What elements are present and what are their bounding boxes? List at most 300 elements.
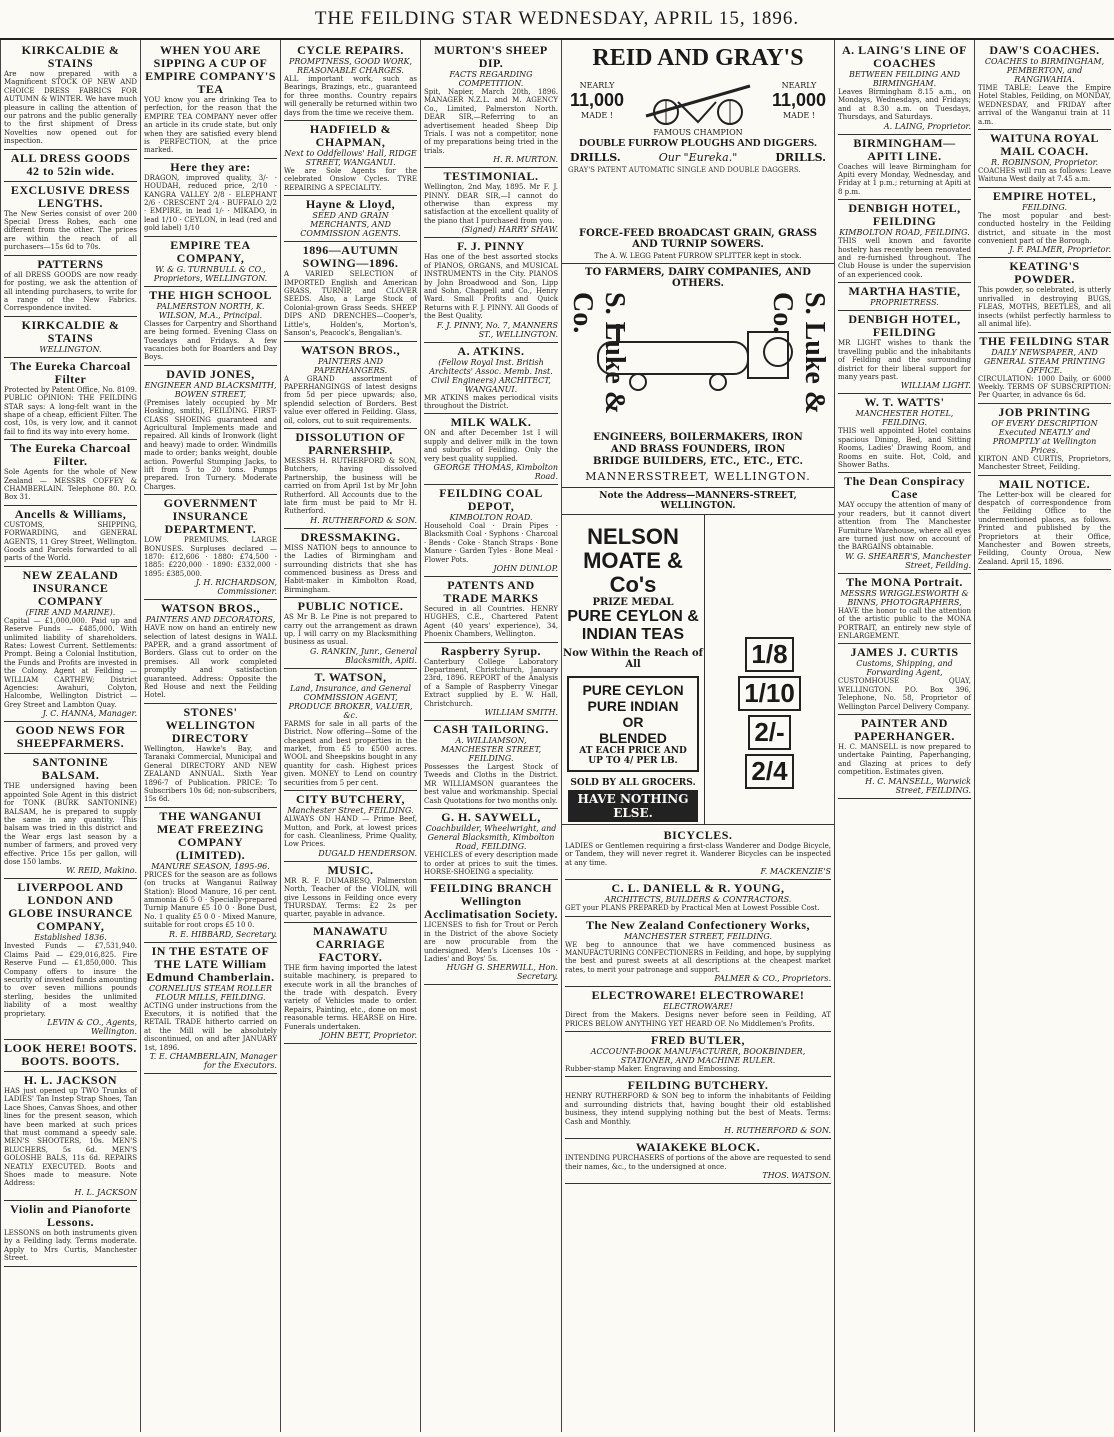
- advert-subheading: BETWEEN FEILDING AND BIRMINGHAM.: [848, 70, 961, 88]
- advert: [4, 879, 137, 1040]
- luke-block: [562, 292, 834, 432]
- advert-body: HAVE the honor to call the attention of the artistic public to the MONA PORTRAIT, an entirely new style of ENLARGEMENT.: [838, 606, 971, 640]
- advert: [284, 598, 417, 669]
- advert: [284, 923, 417, 1044]
- tea-price-4: 2/4: [745, 754, 793, 789]
- advert-body: We are Sole Agents for the celebrated Onslow Cycles. TYRE REPAIRING A SPECIALITY.: [284, 167, 417, 192]
- advert-heading: JAMES J. CURTIS: [850, 645, 959, 660]
- advert-heading: FEILDING BRANCH Wellington Acclimatisation Society.: [424, 881, 558, 922]
- advert-heading: MARTHA HASTIE,: [848, 284, 961, 299]
- advert: [424, 168, 558, 238]
- advert: [424, 238, 558, 342]
- advert: [424, 880, 558, 985]
- advert-body: GET your PLANS PREPARED by Practical Men at Lowest Possible Cost.: [565, 904, 820, 913]
- plough-illustration: [638, 72, 758, 128]
- reid-body: [562, 166, 834, 226]
- advert: [4, 1040, 137, 1072]
- advert-heading: CASH TAILORING.: [433, 722, 549, 737]
- advert: [284, 242, 417, 341]
- advert: [565, 917, 831, 988]
- advert-heading: Violin and Pianoforte Lessons.: [10, 1201, 131, 1229]
- advert-body: KIRTON AND CURTIS, Proprietors, Manchester Street, Feilding.: [978, 454, 1111, 472]
- advert-heading: Hayne & Lloyd,: [305, 197, 396, 212]
- advert: [424, 721, 558, 809]
- reid-count-left: [570, 81, 624, 120]
- advert-body: CIRCULATION: 1000 Daily, or 6000 Weekly. TERMS OF SUBSCRIPTION: Per Quarter, in advance 6s 6d.: [978, 374, 1111, 400]
- advert-body: Capital — £1,000,000. Paid up and Reserve Funds — £485,000. With unlimited liability of shareholders. Rates: Lowest Current. Settlements: Prompt. Being a Colonial Institution, the Funds and Profits are invested in the Colony. Agent at Feilding — WILLIAM CARTHEW; District Agencies: Awahuri, Colyton, Halcombe, Wellington District — Grey Street and Lambton Quay.: [4, 616, 137, 709]
- advert-body: Direct from the Makers. Designs never before seen in Feilding, AT PRICES BELOW ANYTHING YET HEARD OF. No Middlemen's Profits.: [565, 1011, 831, 1028]
- advert-body: THE undersigned having been appointed Sole Agent in this district for TONK (BURK SANTONINE) BALSAM, he is prepared to supply the same in any quantity. This balsam was tried in this district and the Wear ergs last season by a number of farmers, and proved very effective. Price 15s per gallon, will dose 150 lambs.: [4, 782, 137, 866]
- advert-subheading: DAILY NEWSPAPER, AND GENERAL STEAM PRINTING OFFICE.: [983, 347, 1106, 375]
- advert-heading: G. H. SAYWELL,: [441, 810, 541, 825]
- column-8: [974, 40, 1114, 1432]
- reid-line: DOUBLE FURROW PLOUGHS AND DIGGERS.: [579, 137, 817, 149]
- advert-heading: PATTERNS: [37, 256, 104, 271]
- advert: [144, 366, 277, 495]
- advert-subheading: COACHES to BIRMINGHAM, PEMBERTON, and RANGIWAHIA.: [984, 57, 1105, 84]
- advert-body: MISS NATION begs to announce to the Ladies of Birmingham and surrounding districts that she has commenced business as Dress and Habit-maker in Kimbolton Road, Birmingham.: [284, 543, 417, 594]
- advert: [284, 42, 417, 121]
- advert-body: The most popular and best-conducted hostelry in the Feilding district, and situate in the most convenient part of the Borough.: [978, 211, 1111, 246]
- advert-subheading: PAINTERS AND DECORATORS,: [145, 615, 276, 625]
- advert-body: CUSTOMS, SHIPPING, FORWARDING, and GENERAL AGENTS, 11 Grey Street, Wellington. Goods and Parcels forwarded to all parts of the World.: [4, 520, 137, 563]
- advert-body: MESSRS H. RUTHERFORD & SON, Butchers, having dissolved Partnership, the business will be carried on from April 1st by Mr John Rutherford. All Accounts due to the late firm must be paid to Mr H. Rutherford.: [284, 456, 417, 516]
- advert-heading: Here they are:: [170, 159, 251, 174]
- advert-heading: DISSOLUTION OF PARNERSHIP.: [295, 429, 406, 457]
- advert: [978, 404, 1111, 476]
- advert: [424, 42, 558, 168]
- advert-subheading: A. WILLIAMSON, MANCHESTER STREET, FEILDING.: [440, 736, 542, 764]
- nelson-teas: PURE CEYLON & INDIAN TEAS: [567, 608, 699, 643]
- advert-heading: LIVERPOOL AND LONDON AND GLOBE INSURANCE COMPANY,: [8, 880, 133, 934]
- advert-body: The Letter-box will be cleared for despatch of correspondence from the Feilding Office to the undermentioned places, as follows. Printed and published by the Proprietors at their Office, Manchester and Bowen streets, Feilding, County Oroua, New Zealand. April 15, 1896.: [978, 490, 1111, 566]
- advert-heading: FRED BUTLER,: [650, 1033, 745, 1048]
- luke-name-left: S. Luke & Co.: [567, 292, 630, 415]
- advert-heading: BIRMINGHAM—APITI LINE.: [853, 135, 956, 163]
- advert-body: ALWAYS ON HAND — Prime Beef, Mutton, and Pork, at lowest prices for cash. Cleanliness, Prime Quality, Low Prices.: [284, 815, 417, 849]
- advert-subheading: KIMBOLTON ROAD, FEILDING.: [839, 228, 970, 238]
- advert-body: THIS well appointed Hotel contains spacious Dining, Bed, and Sitting Rooms, Ladies' Drawing Room, and Rooms en suite. Hot, Cold, and Shower Baths.: [838, 427, 971, 469]
- advert-signature: A. LAING, Proprietor.: [883, 121, 971, 131]
- advert-heading: DRESSMAKING.: [300, 529, 401, 544]
- tea-types: [567, 676, 699, 772]
- advert-signature: J. F. PALMER, Proprietor.: [1009, 245, 1111, 255]
- advert-body: Invested Funds — £7,531,940. Claims Paid — £29,016,825. Fire Reserve Fund — £1,850,000. This Company offers to insure the security of invested funds amounting to over seven millions pounds sterling, besides the unlimited liability of a most wealthy proprietary.: [4, 942, 137, 1018]
- reid-famous: FAMOUS CHAMPION: [653, 128, 743, 137]
- advert-heading: The Dean Conspiracy Case: [844, 474, 965, 502]
- advert-body: THE firm having imported the latest suitable machinery, is prepared to execute work in all the branches of the trade with despatch. Every variety of Vehicles made to order. Repairs, Painting, etc., done on most reasonable terms. HEARSE on Hire. Funerals undertaken.: [284, 963, 417, 1031]
- advert: [284, 342, 417, 429]
- advert-signature: R. E. HIBBARD, Secretary.: [168, 929, 277, 939]
- advert-body: HAS just opened up TWO Trunks of LADIES' Tan Instep Strap Shoes, Tan Lace Shoes, Canvas Shoes, and other lines for the present season, which have been marked at such prices that must command a speedy sale. MEN'S SHOOTERS, 10s. MEN'S BLUCHERS, 5s 6d. MEN'S GOLOSHE BALS, 11s 6d. REPAIRS NEATLY EXECUTED. Boots and Shoes made to measure. Note Address:: [4, 1087, 137, 1188]
- advert: [565, 1077, 831, 1139]
- advert-heading: CITY BUTCHERY,: [295, 792, 406, 807]
- advert: [565, 827, 831, 880]
- advert: [424, 809, 558, 880]
- reid-count-right-value: 11,000: [771, 89, 826, 110]
- advert-heading: WATSON BROS.,: [160, 601, 261, 616]
- advert: [424, 485, 558, 577]
- advert-body: LESSONS on both instruments given by a Feilding lady. Terms moderate. Apply to Mrs Curtis, Manchester Street.: [4, 1228, 137, 1263]
- advert-signature: THOS. WATSON.: [762, 1170, 831, 1180]
- advert: [565, 1032, 831, 1077]
- advert-heading: STONES' WELLINGTON DIRECTORY: [165, 704, 256, 745]
- luke-farmers: TO FARMERS, DAIRY COMPANIES, AND OTHERS.: [585, 267, 811, 289]
- advert: [4, 440, 137, 506]
- advert-heading: THE HIGH SCHOOL: [149, 287, 272, 302]
- advert-heading: The Eureka Charcoal Filter.: [10, 441, 131, 469]
- advert-signature: WILLIAM SMITH.: [484, 708, 558, 718]
- advert: [4, 1072, 137, 1201]
- advert-subheading: CORNELIUS STEAM ROLLER FLOUR MILLS, FEILDING.: [148, 983, 273, 1002]
- advert-body: THIS well known and favorite hostelry has recently been renovated and re-furnished throughout. The Club House is under the supervision of an experienced cook.: [838, 237, 971, 279]
- reid-patent: GRAY'S PATENT AUTOMATIC SINGLE AND DOUBLE DAGGERS.: [568, 166, 801, 174]
- advert: [4, 317, 137, 358]
- advert-heading: The MONA Portrait.: [846, 574, 963, 589]
- tea-or: OR: [622, 714, 644, 730]
- advert-body: HENRY RUTHERFORD & SON beg to inform the inhabitants of Feilding and surrounding districts that, having bought their old established business, they intend supplying nothing but the best of Meats. Terms: Cash and Monthly.: [565, 1092, 831, 1126]
- advert-body: LOW PREMIUMS. LARGE BONUSES. Surpluses declared — 1870: £12,606 · 1880: £74,500 · 1885: £220,000 · 1890: £332,000 · 1895: £385,000.: [144, 536, 277, 578]
- advert-heading: TESTIMONIAL.: [443, 169, 539, 184]
- advert: [424, 343, 558, 415]
- advert-heading: KIRKCALDIE & STAINS: [21, 43, 120, 70]
- advert-heading: A. ATKINS.: [457, 343, 525, 358]
- reid-and-gray-advert: [561, 40, 834, 1432]
- advert-signature: W. REID, Makino.: [66, 866, 137, 876]
- advert-body: COACHES will run as follows: Leave Waituna West daily at 7.45 a.m.: [978, 167, 1111, 184]
- advert-signature: PALMER & CO., Proprietors.: [714, 974, 831, 984]
- advert: [4, 722, 137, 754]
- reid-legg: The A. W. LEGG Patent FURROW SPLITTER kept in stock.: [562, 252, 834, 264]
- advert-body: Wellington, 2nd May, 1895. Mr F. J. PINNY. DEAR SIR,—I cannot do otherwise than express my satisfaction at the excellent quality of the piano that I purchased from you.: [424, 183, 558, 225]
- advert-heading: GOOD NEWS FOR SHEEPFARMERS.: [15, 723, 126, 751]
- advert: [144, 287, 277, 366]
- advert: [4, 256, 137, 317]
- advert-subheading: Next to Oddfellows' Hall, RIDGE STREET, WANGANUI.: [284, 149, 417, 168]
- advert-body: MR LIGHT wishes to thank the travelling public and the inhabitants of Feilding and the surrounding district for their liberal support for many years past.: [838, 339, 971, 381]
- advert-heading: WAIAKEKE BLOCK.: [635, 1140, 761, 1155]
- advert-body: (Premises lately occupied by Mr Hosking, smith), FEILDING. FIRST-CLASS SHOEING guaranteed and Agricultural Implements made and repaired. All kinds of Ironwork (light and heavy) made to order. Windmills made to order; banks weight, double action. Powerful Stumping Jacks, to lift from 5 to 20 tons. Pumps prepared. Iron Turnery. Moderate Charges.: [144, 398, 277, 491]
- luke-address: MANNERSSTREET, WELLINGTON.: [585, 470, 811, 483]
- advert-body: Sole Agents for the whole of New Zealand — MESSRS COFFEY & CHAMBERLAIN. Telephone 80. P.O. Box 31.: [4, 468, 137, 502]
- luke-name-right: S. Luke & Co.: [767, 292, 830, 415]
- advert: [838, 644, 971, 715]
- reid-made-right: MADE !: [782, 110, 815, 120]
- advert: [144, 495, 277, 600]
- advert-body: VEHICLES of every description made to order at prices to suit the times. HORSE-SHOEING a speciality.: [424, 851, 558, 876]
- advert-body: WE beg to announce that we have commenced business as MANUFACTURING CONFECTIONERS in Feilding, and hope, by supplying the best and purest sweets at all descriptions at the cheapest market rates, to merit your patronage and support.: [565, 940, 831, 974]
- advert: [144, 42, 277, 159]
- nelson-block: [562, 515, 705, 824]
- advert-signature: T. E. CHAMBERLAIN, Manager for the Executors.: [149, 1052, 277, 1070]
- advert-heading: H. L. JACKSON: [23, 1073, 118, 1087]
- advert-subheading: Manchester Street, FEILDING.: [287, 806, 414, 816]
- advert: [838, 42, 971, 135]
- reid-count-right: [772, 81, 826, 120]
- reid-eureka: Our "Eureka.": [658, 151, 738, 164]
- advert-subheading: MANCHESTER HOTEL, FEILDING.: [855, 409, 954, 428]
- tea-pure-indian: PURE INDIAN: [587, 698, 679, 714]
- advert-heading: WATSON BROS.,: [300, 342, 401, 357]
- advert-subheading: OF EVERY DESCRIPTION Executed NEATLY and PROMPTLY at Wellington Prices.: [991, 418, 1098, 455]
- advert-body: INTENDING PURCHASERS of portions of the above are requested to send their names, &c., to the undersigned at once.: [565, 1154, 831, 1171]
- advert-body: YOU know you are drinking Tea to perfection, for the reason that the EMPIRE TEA COMPANY never offer an article in its crude state, but only when they are satisfied every blend is PERFECTION, at the price marked.: [144, 96, 277, 155]
- tea-price-1: 1/8: [745, 637, 793, 672]
- advert-heading: NEW ZEALAND INSURANCE COMPANY: [22, 567, 119, 608]
- advert-body: MAY occupy the attention of many of your readers, but it cannot divert attention from The Manchester Furniture Warehouse, where all eyes are turned just now on account of the BARGAINS obtainable.: [838, 501, 971, 552]
- advert-body: LADIES or Gentlemen requiring a first-class Wanderer and Dodge Bicycle, or Tandem, they will never regret it. Wanderer Bicycles can be inspected at any time.: [565, 842, 831, 867]
- advert-signature: LEVIN & CO., Agents, Wellington.: [47, 1018, 137, 1036]
- advert-body: of all DRESS GOODS are now ready for posting, we ask the attention of all intending purchasers, to write for a range of the New Fabrics. Correspondence invited.: [4, 270, 137, 313]
- advert-body: Protected by Patent Office, No. 8109. PUBLIC OPINION: THE FEILDING STAR says: A long-felt want in the shape of a cheap, efficient Filter. The cost, 10s, is very low, and it cannot fail to find its way into every home.: [4, 385, 137, 436]
- reid-drills-right: DRILLS.: [775, 151, 826, 164]
- advert: [144, 600, 277, 704]
- advert-subheading: MANURE SEASON, 1895-96.: [151, 861, 270, 871]
- tea-pure-ceylon: PURE CEYLON: [582, 682, 684, 698]
- advert-body: Possesses the Largest Stock of Tweeds and Cloths in the District. MR WILLIAMSON guarantees the best value and workmanship. Special Cash Quotations for two months only.: [424, 763, 558, 805]
- advert: [4, 358, 137, 440]
- advert-subheading: (FIRE AND MARINE).: [25, 607, 116, 617]
- advert-heading: ELECTROWARE! ELECTROWARE!: [591, 988, 805, 1003]
- advert-subheading: Coachbuilder, Wheelwright, and General Blacksmith, Kimbolton Road, FEILDING.: [425, 824, 557, 852]
- advert-heading: EMPIRE TEA COMPANY,: [170, 237, 251, 265]
- advert-subheading: R. ROBINSON, Proprietor.: [990, 158, 1099, 168]
- advert-body: AS Mr B. Le Pine is not prepared to carry out the arrangement as drawn up, I will carry on my Blacksmithing business as usual.: [284, 613, 417, 647]
- advert-heading: DENBIGH HOTEL, FEILDING: [848, 312, 961, 340]
- advert-heading: The New Zealand Confectionery Works,: [585, 917, 811, 932]
- advert: [284, 669, 417, 791]
- advert-subheading: ENGINEER AND BLACKSMITH, BOWEN STREET,: [144, 380, 277, 399]
- advert-signature: WILLIAM LIGHT.: [900, 381, 971, 391]
- advert-heading: Raspberry Syrup.: [440, 643, 541, 658]
- luke-note: Note the Address—MANNERS-STREET, WELLINGTON.: [562, 487, 834, 515]
- advert: [978, 333, 1111, 404]
- advert-signature: JOHN BETT, Proprietor.: [320, 1031, 417, 1040]
- advert: [838, 473, 971, 573]
- advert-body: Household Coal · Drain Pipes · Blacksmith Coal · Syphons · Charcoal · Bends · Coke · Stanch Straps · Bone Manure · Garden Tyles · Bone Meal · Flower Pots.: [424, 521, 558, 564]
- nelson-name: NELSON MOATE & Co's: [583, 524, 683, 597]
- nelson-reach: Now Within the Reach of All: [563, 648, 703, 670]
- advert-signature: H. R. MURTON.: [493, 155, 558, 165]
- advert: [424, 577, 558, 643]
- reid-nearly-right: NEARLY: [781, 80, 817, 90]
- advert-signature: J. H. RICHARDSON, Commissioner.: [195, 578, 277, 597]
- advert-subheading: (Fellow Royal Inst. British Architects' Assoc. Memb. Inst. Civil Engineers) ARCHITECT, WANGANUI.: [429, 357, 553, 394]
- advert-subheading: ARCHITECTS, BUILDERS & CONTRACTORS.: [604, 895, 792, 905]
- advert-subheading: SEED AND GRAIN MERCHANTS, AND COMMISSION AGENTS.: [300, 211, 401, 239]
- tea-price-2: 1/10: [738, 676, 801, 711]
- advert: [424, 414, 558, 485]
- advert-subheading: PALMERSTON NORTH, K. WILSON, M.A., Principal.: [156, 301, 265, 320]
- advert: [838, 200, 971, 283]
- advert-body: DRAGON, improved quality, 3/- · HOUDAH, reduced price, 2/10 · KANGRA VALLEY 2/8 · ELEPHANT 2/6 · CRESCENT 2/4 · BUFFALO 2/2 · EMPIRE, in lead 1/- · MIKADO, in lead 1/10 · CEYLON, in lead (red and gold label) 1/10: [144, 173, 277, 233]
- advert-heading: T. WATSON,: [314, 669, 387, 684]
- advert-body: ON and after December 1st I will supply and deliver milk in the town and suburbs of Feilding. Only the very best quality supplied.: [424, 429, 558, 463]
- advert-heading: DAVID JONES,: [166, 366, 255, 381]
- advert-subheading: Land, Insurance, and General COMMISSION AGENT, PRODUCE BROKER, VALUER, &c.: [288, 683, 413, 720]
- luke-engineers: ENGINEERS, BOILERMAKERS, IRON AND BRASS FOUNDERS, IRON BRIDGE BUILDERS, ETC., ETC., ETC.: [593, 432, 803, 467]
- reid-count-row: [562, 72, 834, 128]
- advert-signature: F. MACKENZIE'S: [760, 867, 831, 877]
- advert-body: Canterbury College Laboratory Department, Christchurch, January 23rd, 1896. REPORT of the Analysis of a Sample of Raspberry Vinegar Extract supplied by E. W. Hall, Christchurch.: [424, 657, 558, 708]
- advert-subheading: FEILDING.: [1021, 202, 1068, 212]
- advert-heading: MILK WALK.: [450, 415, 532, 430]
- advert-heading: FEILDING BUTCHERY.: [627, 1078, 769, 1093]
- advert: [565, 1139, 831, 1184]
- nelson-row: [562, 515, 834, 824]
- advert-subheading: PROPRIETRESS.: [870, 298, 939, 308]
- advert-heading: 1896—AUTUMN SOWING—1896.: [302, 243, 399, 271]
- advert-body: Wellington, Hawke's Bay, and Taranaki Commercial, Municipal and General DIRECTORY AND NEW ZEALAND ANNUAL. Sixth Year 1896-7 of Publication. PRICE: To Subscribers 10s 6d; non-subscribers, 15s 6d.: [144, 744, 277, 804]
- advert: [144, 237, 277, 287]
- advert: [144, 808, 277, 943]
- nelson-sold: SOLD BY ALL GROCERS.: [570, 778, 696, 788]
- reid-made-left: MADE !: [581, 110, 614, 120]
- advert-signature: J. C. HANNA, Manager.: [42, 709, 137, 719]
- advert: [144, 943, 277, 1074]
- advert-heading: F. J. PINNY: [457, 239, 525, 254]
- advert-body: MR R. F. DUMABESQ, Palmerston North, Teacher of the VIOLIN, will give Lessons in Feilding once every THURSDAY. Terms: £2 2s per quarter, payable in advance.: [284, 876, 417, 919]
- advert-heading: The Eureka Charcoal Filter: [10, 358, 131, 386]
- advert: [838, 283, 971, 311]
- advert: [838, 394, 971, 473]
- advert: [978, 188, 1111, 259]
- advert-heading: SANTONINE BALSAM.: [32, 755, 109, 783]
- advert-heading: MURTON'S SHEEP DIP.: [434, 43, 548, 70]
- reid-drills-left: DRILLS.: [570, 151, 621, 164]
- advert: [284, 529, 417, 598]
- column-1: [0, 40, 140, 1432]
- advert-body: TIME TABLE: Leave the Empire Hotel Stables, Feilding, on MONDAY, WEDNESDAY, and FRIDAY after arrival of the Wanganui train at 11 a.m.: [978, 84, 1111, 126]
- advert-subheading: PROMPTNESS, GOOD WORK, REASONABLE CHARGES.: [288, 57, 413, 75]
- advert: [424, 643, 558, 721]
- advert-heading: GOVERNMENT INSURANCE DEPARTMENT.: [163, 496, 258, 537]
- advert: [978, 476, 1111, 571]
- advert: [284, 862, 417, 923]
- tea-price-3: 2/-: [748, 715, 790, 750]
- advert-body: ALL important work, such as Bearings, Brazings, etc., guaranteed for three months. Country repairs will generally be returned within two days from the time we receive them.: [284, 75, 417, 117]
- advert-signature: G. RANKIN, Junr., General Blacksmith, Apiti.: [310, 646, 417, 665]
- advert-signature: GEORGE THOMAS, Kimbolton Road.: [433, 462, 558, 481]
- advert-heading: DAW'S COACHES.: [989, 43, 1100, 57]
- advert: [4, 567, 137, 722]
- advert-signature: W. G. SHEARER'S, Manchester Street, Feilding.: [845, 551, 971, 570]
- advert-signature: HUGH G. SHERWILL, Hon. Secretary.: [446, 963, 558, 982]
- advert-body: FARMS for sale in all parts of the District. Now offering—Some of the cheapest and best properties in the market, from £5 to £500 acres. WOOL and Sheepskins bought in any quantity for cash. Highest prices given. MONEY to Lend on country securities from 5 per cent.: [284, 719, 417, 787]
- advert: [565, 987, 831, 1032]
- advert: [978, 42, 1111, 130]
- advert: [4, 182, 137, 256]
- advert-signature: H. RUTHERFORD & SON.: [310, 515, 417, 525]
- advert: [284, 429, 417, 529]
- advert-heading: PUBLIC NOTICE.: [297, 599, 404, 614]
- advert: [144, 704, 277, 808]
- reid-count-left-value: 11,000: [570, 89, 625, 110]
- advert-body: ACTING under instructions from the Executors, it is notified that the RETAIL TRADE hitherto carried on at the Mill will be absolutely discontinued, on and after JANUARY 1st, 1896.: [144, 1001, 277, 1052]
- advert: [978, 258, 1111, 332]
- advert-heading: CYCLE REPAIRS.: [297, 43, 404, 57]
- advert-body: Are now prepared with a Magnificent STOCK OF NEW AND CHOICE DRESS FABRICS FOR AUTUMN & WINTER. We have much pleasure in calling the attention of our patrons and the public generally to the first shipment of Dress Novelties now opened out for inspection.: [4, 70, 137, 146]
- advert-body: Secured in all Countries. HENRY HUGHES, C.E., Chartered Patent Agent (40 years' experience), 34, Phoenix Chambers, Wellington.: [424, 605, 558, 639]
- advert-subheading: MESSRS WRIGGLESWORTH & BINNS, PHOTOGRAPHERS,: [840, 588, 969, 607]
- advert: [4, 754, 137, 879]
- advert-heading: W. T. WATTS': [864, 395, 945, 410]
- advert: [838, 574, 971, 645]
- advert-heading: WAITUNA ROYAL MAIL COACH.: [989, 131, 1100, 159]
- reid-nearly-left: NEARLY: [579, 80, 615, 90]
- advert: [4, 150, 137, 182]
- tea-blended: BLENDED: [599, 730, 667, 746]
- advert-heading: MUSIC.: [327, 862, 374, 877]
- advert: [284, 791, 417, 862]
- advert-heading: DENBIGH HOTEL, FEILDING: [848, 201, 961, 229]
- masthead: THE FEILDING STAR WEDNESDAY, APRIL 15, 1896.: [0, 0, 1114, 40]
- column-4: [420, 40, 561, 1432]
- advert: [284, 196, 417, 242]
- advert-heading: PAINTER AND PAPERHANGER.: [854, 716, 955, 744]
- advert-heading: HADFIELD & CHAPMAN,: [309, 122, 392, 150]
- advert-heading: FEILDING COAL DEPOT,: [439, 485, 543, 513]
- advert-body: The New Series consist of over 200 Special Dress Robes, each one different from the other. The prices are within the reach of all purchasers—15s 6d to 70s.: [4, 209, 137, 252]
- advert: [838, 135, 971, 201]
- advert-heading: IN THE ESTATE OF THE LATE William Edmund Chamberlain.: [146, 943, 275, 984]
- advert-heading: THE FEILDING STAR: [979, 333, 1110, 348]
- tea-each: AT EACH PRICE AND UP TO 4/ PER LB.: [579, 746, 687, 766]
- advert-heading: A. LAING'S LINE OF COACHES: [841, 43, 968, 70]
- advert: [978, 130, 1111, 188]
- advert-signature: H. RUTHERFORD & SON.: [724, 1126, 831, 1136]
- advert-subheading: W. & G. TURNBULL & CO., Proprietors, WELLINGTON.: [153, 264, 268, 283]
- advert-signature: H. L. JACKSON: [74, 1187, 137, 1197]
- advert-heading: EMPIRE HOTEL,: [992, 188, 1097, 203]
- advert-heading: MAIL NOTICE.: [998, 476, 1091, 491]
- advert-subheading: MANCHESTER STREET, FEILDING.: [624, 931, 772, 941]
- nelson-prize: PRIZE MEDAL: [592, 597, 674, 608]
- column-7: [834, 40, 974, 1432]
- advert-body: A GRAND assortment of PAPERHANGINGS of latest designs from 5d per piece upwards; also, splendid selection of Borders. Best value ever offered in Feilding. Glass, oil, colors, cut to suit requirements.: [284, 374, 417, 425]
- reid-title: REID AND GRAY'S: [592, 45, 804, 71]
- column-3: [280, 40, 420, 1432]
- advert-subheading: ACCOUNT-BOOK MANUFACTURER, BOOKBINDER, STATIONER, AND MACHINE RULER.: [590, 1047, 806, 1066]
- advert-body: Spit, Napier, March 20th, 1896. MANAGER N.Z.L. and M. AGENCY Co., Limited, Palmerston North. DEAR SIR,—Referring to an advertisement headed Sheep Dip Trials. I was not a competitor, none of my preparations being tried in the trials.: [424, 88, 558, 155]
- advert-subheading: WELLINGTON.: [39, 344, 102, 354]
- advert-signature: F. J. PINNY, No. 7, MANNERS ST., WELLINGTON.: [436, 320, 558, 339]
- advert-heading: Ancells & Williams,: [14, 506, 127, 521]
- advert-body: Classes for Carpentry and Shorthand are being formed. Evening Class on Tuesdays and Fridays. A few vacancies both for Boarders and Day Boys.: [144, 319, 277, 362]
- advert-body: H. C. MANSELL is now prepared to undertake Painting, Paperhanging, and Glazing at prices to defy competition. Estimates given.: [838, 743, 971, 777]
- advert-body: A VARIED SELECTION of IMPORTED English and American GRASS, TURNIP, and CLOVER SEEDS. Also, a Large Stock of Colonial-grown Grass Seeds. SHEEP DIPS AND DRENCHES—Cooper's, Little's, Holden's, Morton's, Sanson's, Peacock's, Bengalian's.: [284, 270, 417, 338]
- advert-heading: PATENTS AND TRADE MARKS: [443, 578, 539, 605]
- lower-middle-adverts: [562, 824, 834, 1186]
- advert: [4, 506, 137, 567]
- nelson-nothing: HAVE NOTHING ELSE.: [568, 790, 698, 822]
- advert-body: PRICES for the season are as follows (on trucks at Wanganui Railway Station): Blood Manure, 16 per cent. ammonia £6 5 0 · Specially-prepared Turnip Manure £5 10 0 · Bone Dust, No. 1 quality £5 0 0 · Mixed Manure, suitable for root crops £5 10 0.: [144, 870, 277, 930]
- advert-heading: KIRKCALDIE & STAINS: [21, 317, 120, 345]
- advert-body: MR ATKINS makes periodical visits throughout the District.: [424, 393, 558, 410]
- advert-body: Has one of the best assorted stocks of PIANOS, ORGANS, and MUSICAL INSTRUMENTS in the City. PIANOS by John Broadwood and Son, Lipp and Sohn, Chappell and Co., Henry Ward. Small Profits and Quick Returns with F. J. PINNY. All Goods of the Best Quality.: [424, 253, 558, 321]
- advert-heading: EXCLUSIVE DRESS LENGTHS.: [10, 182, 131, 210]
- advert-heading: THE WANGANUI MEAT FREEZING COMPANY (LIMITED).: [156, 808, 265, 862]
- advert-heading: KEATING'S POWDER.: [1009, 259, 1080, 287]
- advert-body: HAVE now on hand an entirely new selection of latest designs in WALL PAPER, and a grand assortment of Borders. Glass cut to order on the premises. All work completed promptly and satisfaction guaranteed. Address: Opposite the Red House and next the Feilding Hotel.: [144, 624, 277, 700]
- advert-signature: DUGALD HENDERSON.: [318, 848, 417, 858]
- advert: [4, 42, 137, 150]
- reid-drills-row: [562, 149, 834, 166]
- advert-body: CUSTOMHOUSE QUAY, WELLINGTON. P.O. Box 396, Telephone, No. 58, Proprietor of Wellington Parcel Delivery Company.: [838, 677, 971, 711]
- reid-force: FORCE-FEED BROADCAST GRAIN, GRASS AND TURNIP SOWERS.: [579, 228, 817, 250]
- tea-prices: [705, 515, 834, 824]
- advert-body: Rubber-stamp Maker. Engraving and Embossing.: [565, 1065, 740, 1074]
